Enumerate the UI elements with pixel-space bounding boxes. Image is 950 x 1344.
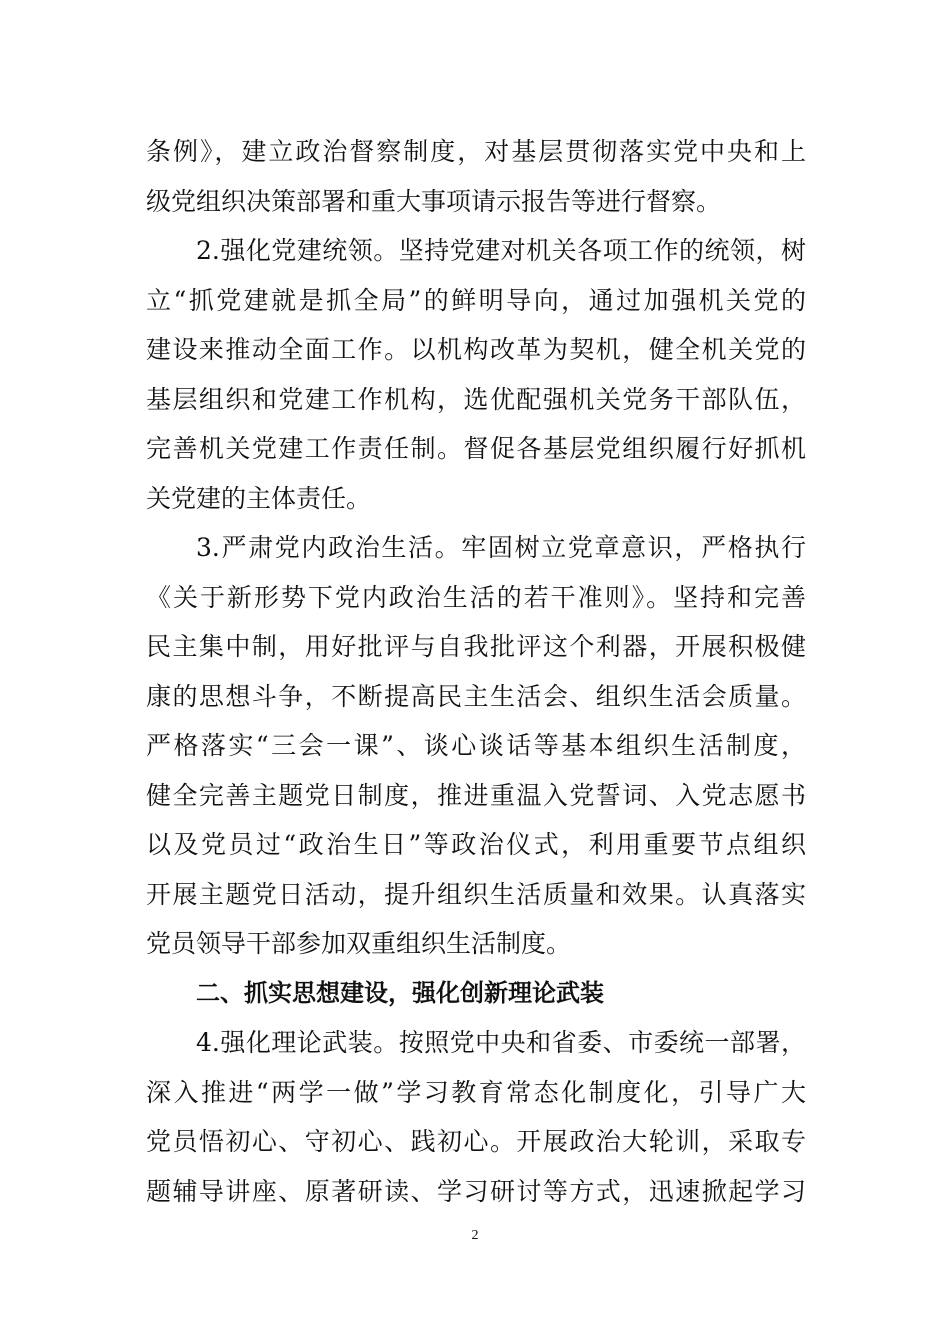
document-body: [146, 127, 806, 1216]
text-line: 康的思想斗争，不断提高民主生活会、组织生活会质量。: [146, 681, 806, 711]
text-line: 2.强化党建统领。坚持党建对机关各项工作的统领，树: [196, 236, 806, 265]
text-line: 4.强化理论武装。按照党中央和省委、市委统一部署，: [196, 1028, 806, 1057]
text-line: 党员悟初心、守初心、践初心。开展政治大轮训，采取专: [146, 1127, 806, 1156]
text-line: 严格落实“三会一课”、谈心谈话等基本组织生活制度，: [146, 731, 806, 760]
text-line: 以及党员过“政治生日”等政治仪式，利用重要节点组织: [146, 830, 806, 859]
text-line: 《关于新形势下党内政治生活的若干准则》。坚持和完善: [146, 582, 806, 612]
text-line: 完善机关党建工作责任制。督促各基层党组织履行好抓机: [146, 434, 806, 463]
section-heading: 二、抓实思想建设，强化创新理论武装: [196, 978, 604, 1007]
text-line: 立“抓党建就是抓全局”的鲜明导向，通过加强机关党的: [146, 285, 806, 315]
text-line: 健全完善主题党日制度，推进重温入党誓词、入党志愿书: [146, 780, 806, 810]
text-line: 3.严肃党内政治生活。牢固树立党章意识，严格执行: [196, 533, 806, 562]
text-line: 级党组织决策部署和重大事项请示报告等进行督察。: [146, 186, 722, 216]
text-line: 开展主题党日活动，提升组织生活质量和效果。认真落实: [146, 879, 806, 909]
text-line: 题辅导讲座、原著研读、学习研讨等方式，迅速掀起学习: [146, 1176, 806, 1206]
text-line: 民主集中制，用好批评与自我批评这个利器，开展积极健: [146, 632, 806, 661]
text-line: 建设来推动全面工作。以机构改革为契机，健全机关党的: [146, 335, 806, 364]
text-line: 党员领导干部参加双重组织生活制度。: [146, 929, 572, 958]
text-line: 关党建的主体责任。: [146, 483, 372, 513]
page-number: 2: [471, 1228, 479, 1243]
text-line: 基层组织和党建工作机构，选优配强机关党务干部队伍，: [146, 384, 806, 414]
text-line: 条例》，建立政治督察制度，对基层贯彻落实党中央和上: [146, 137, 806, 166]
text-line: 深入推进“两学一做”学习教育常态化制度化，引导广大: [146, 1077, 806, 1107]
